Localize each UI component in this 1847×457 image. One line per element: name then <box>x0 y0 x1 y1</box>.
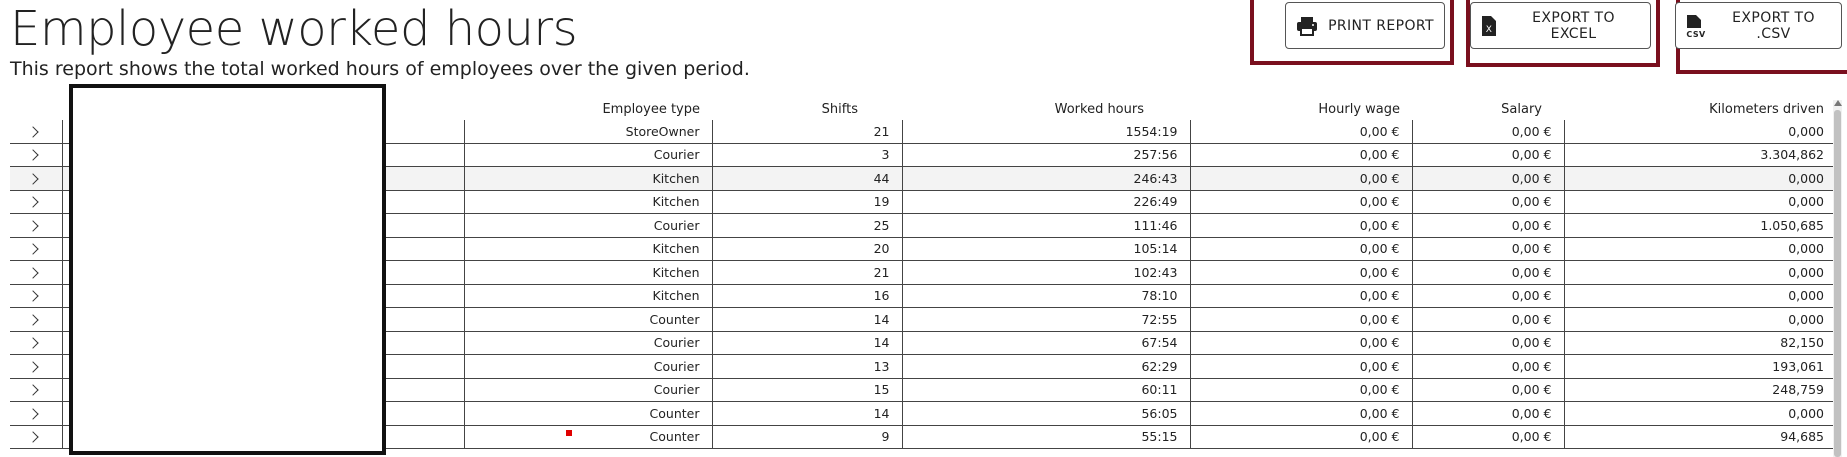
shifts-cell: 9 <box>712 425 902 449</box>
red-marker <box>566 430 572 436</box>
hourly-wage-cell: 0,00 € <box>1190 308 1412 332</box>
employee-type-cell: Kitchen <box>464 167 712 191</box>
expand-toggle[interactable] <box>10 120 62 143</box>
kilometers-cell: 94,685 <box>1564 425 1836 449</box>
shifts-cell: 15 <box>712 378 902 402</box>
shifts-cell: 44 <box>712 167 902 191</box>
chevron-right-icon[interactable] <box>27 150 38 161</box>
expand-toggle[interactable] <box>10 308 62 332</box>
worked-hours-cell: 1554:19 <box>902 120 1190 143</box>
col-shifts-header[interactable]: Shifts <box>821 101 858 117</box>
chevron-right-icon[interactable] <box>27 385 38 396</box>
page-title: Employee worked hours <box>10 1 578 57</box>
kilometers-cell: 0,000 <box>1564 402 1836 426</box>
employee-type-cell: Courier <box>464 331 712 355</box>
expand-toggle[interactable] <box>10 167 62 191</box>
chevron-right-icon[interactable] <box>27 173 38 184</box>
col-expand-header <box>10 98 62 120</box>
chevron-right-icon[interactable] <box>27 267 38 278</box>
scroll-up-arrow-icon[interactable] <box>1834 100 1842 106</box>
kilometers-cell: 1.050,685 <box>1564 214 1836 238</box>
hourly-wage-cell: 0,00 € <box>1190 378 1412 402</box>
hourly-wage-cell: 0,00 € <box>1190 237 1412 261</box>
expand-toggle[interactable] <box>10 331 62 355</box>
worked-hours-cell: 60:11 <box>902 378 1190 402</box>
chevron-right-icon[interactable] <box>27 220 38 231</box>
kilometers-cell: 0,000 <box>1564 237 1836 261</box>
col-kilometers-header[interactable]: Kilometers driven <box>1709 101 1824 117</box>
chevron-right-icon[interactable] <box>27 432 38 443</box>
salary-cell: 0,00 € <box>1412 284 1564 308</box>
col-hourly-wage-header[interactable]: Hourly wage <box>1318 101 1400 117</box>
employee-type-cell: Courier <box>464 214 712 238</box>
scrollbar-thumb[interactable] <box>1834 110 1841 457</box>
worked-hours-cell: 78:10 <box>902 284 1190 308</box>
expand-toggle[interactable] <box>10 214 62 238</box>
printer-icon <box>1296 16 1318 36</box>
expand-toggle[interactable] <box>10 402 62 426</box>
expand-toggle[interactable] <box>10 261 62 285</box>
chevron-right-icon[interactable] <box>27 126 38 137</box>
expand-toggle[interactable] <box>10 284 62 308</box>
print-report-label: PRINT REPORT <box>1328 17 1434 34</box>
hourly-wage-cell: 0,00 € <box>1190 425 1412 449</box>
employee-type-cell: Courier <box>464 143 712 167</box>
shifts-cell: 19 <box>712 190 902 214</box>
employee-type-cell: Courier <box>464 378 712 402</box>
shifts-cell: 21 <box>712 120 902 143</box>
chevron-right-icon[interactable] <box>27 197 38 208</box>
salary-cell: 0,00 € <box>1412 261 1564 285</box>
chevron-right-icon[interactable] <box>27 338 38 349</box>
excel-file-icon <box>1481 15 1497 37</box>
expand-toggle[interactable] <box>10 237 62 261</box>
col-worked-hours-header[interactable]: Worked hours <box>1054 101 1144 117</box>
salary-cell: 0,00 € <box>1412 331 1564 355</box>
salary-cell: 0,00 € <box>1412 425 1564 449</box>
kilometers-cell: 248,759 <box>1564 378 1836 402</box>
hourly-wage-cell: 0,00 € <box>1190 143 1412 167</box>
chevron-right-icon[interactable] <box>27 291 38 302</box>
salary-cell: 0,00 € <box>1412 214 1564 238</box>
employee-type-cell: Counter <box>464 425 712 449</box>
kilometers-cell: 0,000 <box>1564 308 1836 332</box>
chevron-right-icon[interactable] <box>27 408 38 419</box>
kilometers-cell: 0,000 <box>1564 261 1836 285</box>
shifts-cell: 14 <box>712 331 902 355</box>
shifts-cell: 25 <box>712 214 902 238</box>
kilometers-cell: 0,000 <box>1564 167 1836 191</box>
hourly-wage-cell: 0,00 € <box>1190 120 1412 143</box>
redacted-employee-names <box>69 84 386 455</box>
csv-icon-text: CSV <box>1686 29 1706 38</box>
worked-hours-cell: 105:14 <box>902 237 1190 261</box>
hourly-wage-cell: 0,00 € <box>1190 214 1412 238</box>
csv-file-icon <box>1686 14 1706 38</box>
employee-type-cell: Kitchen <box>464 261 712 285</box>
expand-toggle[interactable] <box>10 143 62 167</box>
chevron-right-icon[interactable] <box>27 244 38 255</box>
page-subtitle: This report shows the total worked hours of employees over the given period. <box>10 58 750 80</box>
kilometers-cell: 3.304,862 <box>1564 143 1836 167</box>
shifts-cell: 16 <box>712 284 902 308</box>
expand-toggle[interactable] <box>10 425 62 449</box>
export-excel-button[interactable] <box>1470 2 1651 49</box>
excel-icon-text: X <box>1485 24 1493 35</box>
export-csv-button[interactable] <box>1675 2 1842 49</box>
worked-hours-cell: 62:29 <box>902 355 1190 379</box>
worked-hours-cell: 67:54 <box>902 331 1190 355</box>
kilometers-cell: 0,000 <box>1564 190 1836 214</box>
shifts-cell: 21 <box>712 261 902 285</box>
employee-type-cell: Counter <box>464 402 712 426</box>
export-excel-label: EXPORT TO EXCEL <box>1532 9 1615 42</box>
kilometers-cell: 193,061 <box>1564 355 1836 379</box>
employee-type-cell: Kitchen <box>464 190 712 214</box>
shifts-cell: 14 <box>712 402 902 426</box>
employee-type-cell: StoreOwner <box>464 120 712 143</box>
worked-hours-cell: 72:55 <box>902 308 1190 332</box>
hourly-wage-cell: 0,00 € <box>1190 167 1412 191</box>
shifts-cell: 13 <box>712 355 902 379</box>
salary-cell: 0,00 € <box>1412 402 1564 426</box>
col-employee-type-header[interactable]: Employee type <box>602 101 700 117</box>
col-salary-header[interactable]: Salary <box>1501 101 1542 117</box>
hourly-wage-cell: 0,00 € <box>1190 331 1412 355</box>
salary-cell: 0,00 € <box>1412 143 1564 167</box>
worked-hours-cell: 56:05 <box>902 402 1190 426</box>
hourly-wage-cell: 0,00 € <box>1190 261 1412 285</box>
shifts-cell: 20 <box>712 237 902 261</box>
hourly-wage-cell: 0,00 € <box>1190 284 1412 308</box>
hourly-wage-cell: 0,00 € <box>1190 190 1412 214</box>
worked-hours-cell: 102:43 <box>902 261 1190 285</box>
kilometers-cell: 0,000 <box>1564 120 1836 143</box>
hourly-wage-cell: 0,00 € <box>1190 402 1412 426</box>
worked-hours-cell: 111:46 <box>902 214 1190 238</box>
worked-hours-cell: 246:43 <box>902 167 1190 191</box>
kilometers-cell: 0,000 <box>1564 284 1836 308</box>
hourly-wage-cell: 0,00 € <box>1190 355 1412 379</box>
print-report-button[interactable] <box>1285 2 1445 49</box>
expand-toggle[interactable] <box>10 355 62 379</box>
employee-type-cell: Kitchen <box>464 284 712 308</box>
shifts-cell: 3 <box>712 143 902 167</box>
salary-cell: 0,00 € <box>1412 378 1564 402</box>
salary-cell: 0,00 € <box>1412 190 1564 214</box>
worked-hours-cell: 257:56 <box>902 143 1190 167</box>
worked-hours-cell: 226:49 <box>902 190 1190 214</box>
shifts-cell: 14 <box>712 308 902 332</box>
salary-cell: 0,00 € <box>1412 308 1564 332</box>
employee-type-cell: Courier <box>464 355 712 379</box>
employee-type-cell: Counter <box>464 308 712 332</box>
chevron-right-icon[interactable] <box>27 361 38 372</box>
salary-cell: 0,00 € <box>1412 167 1564 191</box>
export-csv-label: EXPORT TO .CSV <box>1732 9 1815 42</box>
chevron-right-icon[interactable] <box>27 314 38 325</box>
expand-toggle[interactable] <box>10 378 62 402</box>
salary-cell: 0,00 € <box>1412 355 1564 379</box>
kilometers-cell: 82,150 <box>1564 331 1836 355</box>
expand-toggle[interactable] <box>10 190 62 214</box>
salary-cell: 0,00 € <box>1412 120 1564 143</box>
worked-hours-cell: 55:15 <box>902 425 1190 449</box>
salary-cell: 0,00 € <box>1412 237 1564 261</box>
employee-type-cell: Kitchen <box>464 237 712 261</box>
